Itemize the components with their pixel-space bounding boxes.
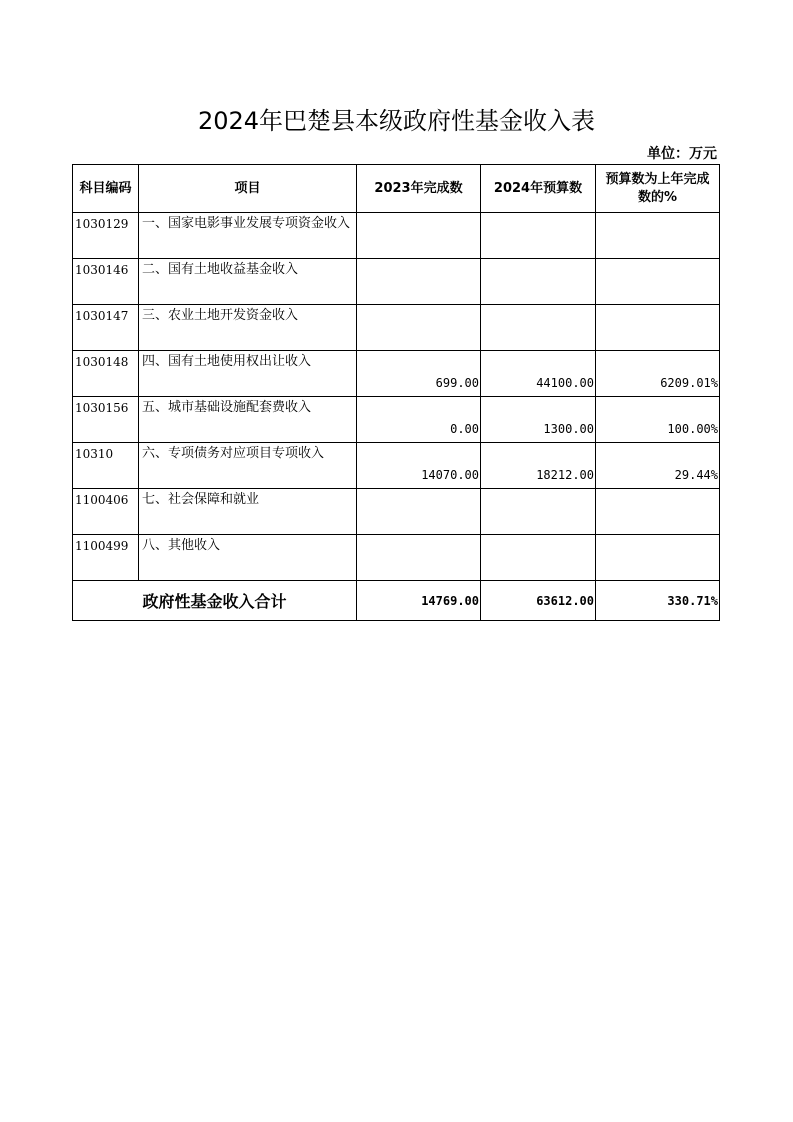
row-actual-2023	[357, 489, 481, 535]
row-item: 五、城市基础设施配套费收入	[139, 397, 357, 443]
table-row	[73, 443, 720, 489]
row-ratio	[596, 535, 720, 581]
row-item: 八、其他收入	[139, 535, 357, 581]
table-row	[73, 305, 720, 351]
row-item: 一、国家电影事业发展专项资金收入	[139, 213, 357, 259]
total-ratio: 330.71%	[596, 581, 720, 621]
page-title: 2024年巴楚县本级政府性基金收入表	[197, 107, 596, 135]
row-actual-2023: 14070.00	[357, 443, 481, 489]
table-row	[73, 535, 720, 581]
row-actual-2023	[357, 259, 481, 305]
table-row	[73, 397, 720, 443]
row-budget-2024: 18212.00	[481, 443, 596, 489]
row-item: 六、专项债务对应项目专项收入	[139, 443, 357, 489]
row-budget-2024	[481, 259, 596, 305]
row-item: 四、国有土地使用权出让收入	[139, 351, 357, 397]
row-code: 1030147	[73, 305, 139, 351]
table-header-row	[73, 165, 720, 213]
row-ratio: 100.00%	[596, 397, 720, 443]
row-ratio	[596, 213, 720, 259]
row-actual-2023: 0.00	[357, 397, 481, 443]
table-row	[73, 259, 720, 305]
row-code: 1100499	[73, 535, 139, 581]
row-code: 1030156	[73, 397, 139, 443]
row-actual-2023	[357, 213, 481, 259]
row-budget-2024	[481, 489, 596, 535]
row-ratio: 29.44%	[596, 443, 720, 489]
header-code: 科目编码	[73, 165, 139, 213]
total-actual-2023: 14769.00	[357, 581, 481, 621]
header-budget-2024: 2024年预算数	[481, 165, 596, 213]
row-code: 1030146	[73, 259, 139, 305]
total-budget-2024: 63612.00	[481, 581, 596, 621]
header-ratio: 预算数为上年完成数的%	[596, 165, 720, 213]
header-actual-2023: 2023年完成数	[357, 165, 481, 213]
total-row	[73, 581, 720, 621]
row-ratio	[596, 305, 720, 351]
table-row	[73, 213, 720, 259]
row-budget-2024	[481, 213, 596, 259]
row-ratio: 6209.01%	[596, 351, 720, 397]
fund-revenue-table	[72, 164, 720, 621]
row-code: 10310	[73, 443, 139, 489]
row-ratio	[596, 489, 720, 535]
table-row	[73, 351, 720, 397]
row-item: 七、社会保障和就业	[139, 489, 357, 535]
unit-label: 单位：万元	[647, 146, 717, 162]
row-item: 二、国有土地收益基金收入	[139, 259, 357, 305]
row-budget-2024: 44100.00	[481, 351, 596, 397]
row-actual-2023	[357, 535, 481, 581]
row-ratio	[596, 259, 720, 305]
row-budget-2024: 1300.00	[481, 397, 596, 443]
row-code: 1030129	[73, 213, 139, 259]
row-budget-2024	[481, 305, 596, 351]
row-code: 1100406	[73, 489, 139, 535]
table-row	[73, 489, 720, 535]
row-budget-2024	[481, 535, 596, 581]
row-actual-2023	[357, 305, 481, 351]
row-actual-2023: 699.00	[357, 351, 481, 397]
row-item: 三、农业土地开发资金收入	[139, 305, 357, 351]
total-label: 政府性基金收入合计	[73, 581, 357, 621]
header-item: 项目	[139, 165, 357, 213]
row-code: 1030148	[73, 351, 139, 397]
